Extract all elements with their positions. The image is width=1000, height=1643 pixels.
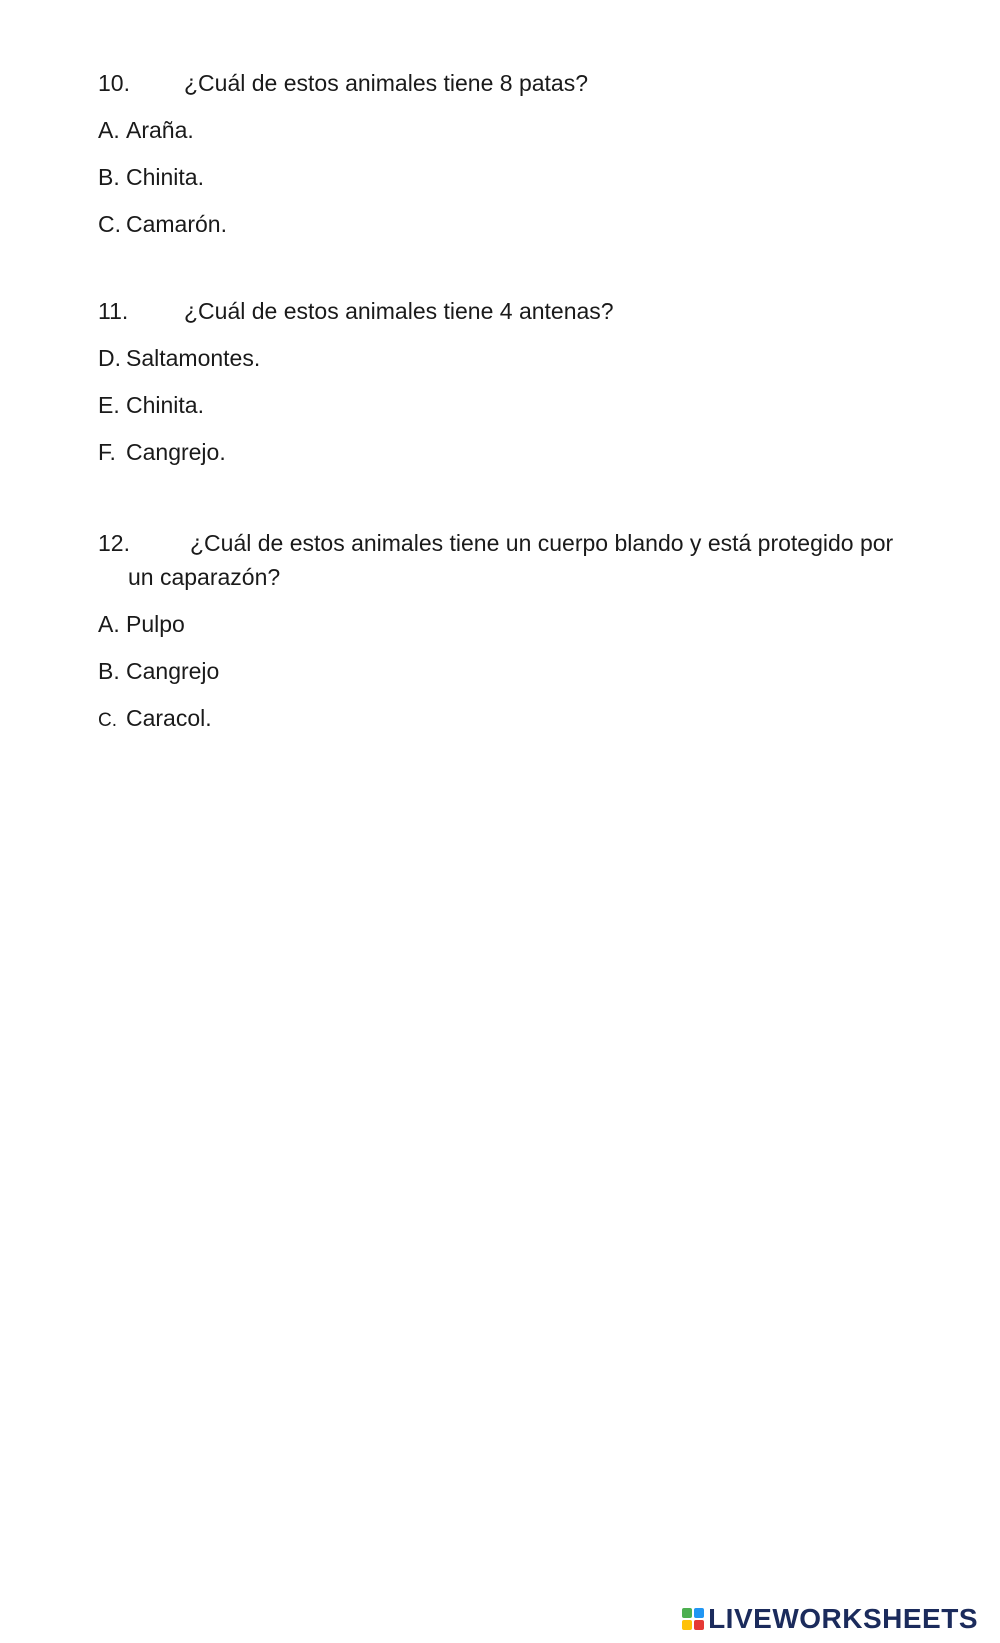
- liveworksheets-logo-icon: [682, 1608, 704, 1630]
- option-text: Cangrejo.: [126, 439, 226, 465]
- option-letter: A.: [98, 611, 120, 637]
- option-text: Caracol.: [126, 705, 212, 731]
- option-text: Chinita.: [126, 164, 204, 190]
- option-text: Chinita.: [126, 392, 204, 418]
- question-number: 11.: [98, 298, 129, 324]
- option-text: Cangrejo: [126, 658, 220, 684]
- option-letter: B.: [98, 164, 120, 190]
- question-text: ¿Cuál de estos animales tiene 8 patas?: [184, 70, 589, 96]
- option-text: Camarón.: [126, 211, 227, 237]
- question-12: [98, 526, 928, 738]
- question-number: 10.: [98, 70, 130, 96]
- liveworksheets-wordmark: LIVEWORKSHEETS: [708, 1603, 978, 1634]
- option-letter: E.: [98, 392, 120, 418]
- option-letter: B.: [98, 658, 120, 684]
- option-a[interactable]: [98, 113, 928, 147]
- option-letter: C.: [98, 710, 117, 731]
- option-b[interactable]: [98, 160, 928, 194]
- question-10: [98, 66, 928, 241]
- question-text-line-2: un caparazón?: [128, 564, 281, 590]
- option-text: Araña.: [126, 117, 194, 143]
- option-c[interactable]: [98, 207, 928, 241]
- option-f[interactable]: [98, 435, 928, 469]
- option-text: Pulpo: [126, 611, 185, 637]
- option-b[interactable]: [98, 654, 928, 688]
- option-a[interactable]: [98, 607, 928, 641]
- liveworksheets-logo[interactable]: [682, 1603, 978, 1635]
- option-letter: F.: [98, 439, 116, 465]
- option-e[interactable]: [98, 388, 928, 422]
- question-11: [98, 294, 928, 469]
- option-letter: A.: [98, 117, 120, 143]
- option-letter: D.: [98, 345, 121, 371]
- option-d[interactable]: [98, 341, 928, 375]
- question-text-line-1: ¿Cuál de estos animales tiene un cuerpo blando y está protegido por: [190, 530, 894, 556]
- question-text: ¿Cuál de estos animales tiene 4 antenas?: [184, 298, 614, 324]
- option-c[interactable]: [98, 701, 928, 738]
- option-text: Saltamontes.: [126, 345, 261, 371]
- option-letter: C.: [98, 211, 121, 237]
- question-number: 12.: [98, 530, 130, 556]
